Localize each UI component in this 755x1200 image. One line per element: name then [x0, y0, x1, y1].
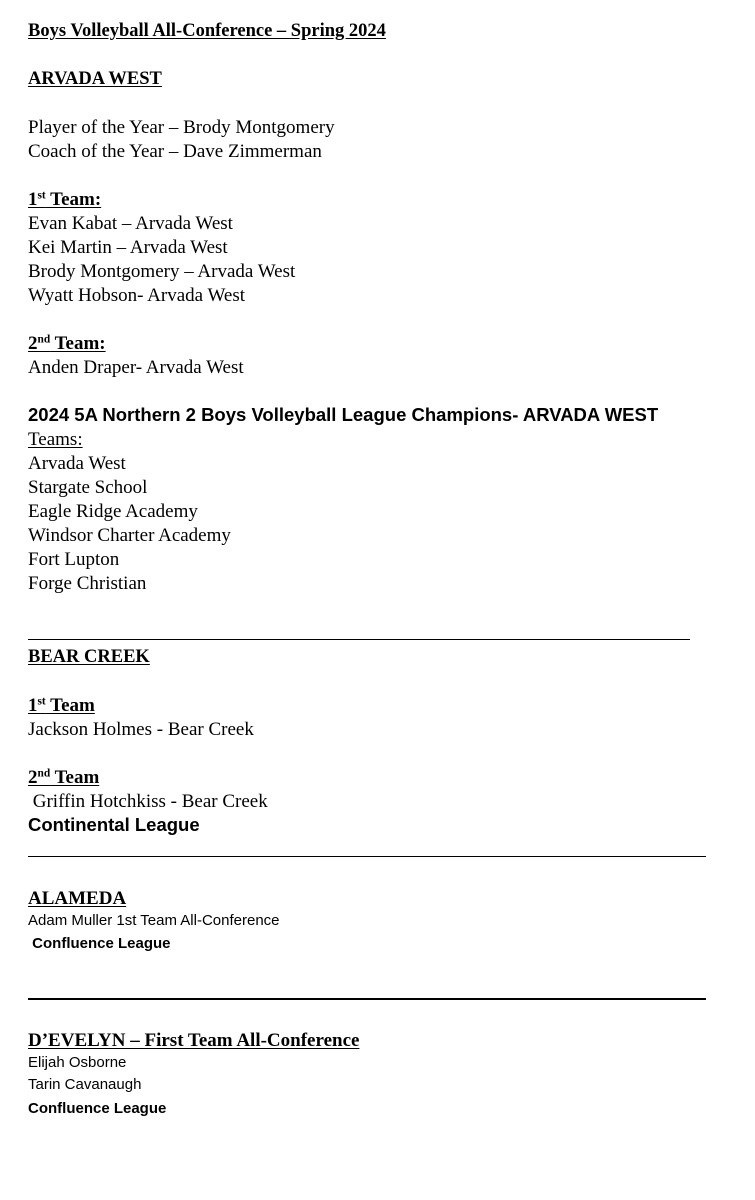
- list-item: Griffin Hotchkiss - Bear Creek: [28, 791, 268, 812]
- league-champions-heading: 2024 5A Northern 2 Boys Volleyball League Champions- ARVADA WEST: [28, 404, 659, 425]
- school-heading-bear-creek: BEAR CREEK: [28, 647, 150, 667]
- school-heading-arvada-west: ARVADA WEST: [28, 69, 162, 89]
- list-item: Kei Martin – Arvada West: [28, 237, 228, 258]
- list-item: Brody Montgomery – Arvada West: [28, 261, 296, 282]
- list-item: Anden Draper- Arvada West: [28, 357, 244, 378]
- second-team-heading: 2nd Team:: [28, 333, 106, 354]
- list-item: Eagle Ridge Academy: [28, 501, 198, 522]
- list-item: Tarin Cavanaugh: [28, 1076, 142, 1093]
- list-item: Stargate School: [28, 477, 148, 498]
- player-of-the-year: Player of the Year – Brody Montgomery: [28, 117, 335, 138]
- second-team-heading: 2nd Team: [28, 767, 100, 788]
- teams-label: Teams:: [28, 429, 83, 450]
- document-title: Boys Volleyball All-Conference – Spring 2024: [28, 21, 386, 41]
- section-divider: [28, 856, 706, 857]
- list-item: Wyatt Hobson- Arvada West: [28, 285, 246, 306]
- league-label: Confluence League: [28, 935, 171, 952]
- list-item: Elijah Osborne: [28, 1054, 127, 1071]
- list-item: Jackson Holmes - Bear Creek: [28, 719, 254, 740]
- list-item: Adam Muller 1st Team All-Conference: [28, 912, 280, 929]
- league-label: Confluence League: [28, 1100, 167, 1117]
- list-item: Windsor Charter Academy: [28, 525, 231, 546]
- list-item: Forge Christian: [28, 573, 147, 594]
- list-item: Arvada West: [28, 453, 126, 474]
- coach-of-the-year: Coach of the Year – Dave Zimmerman: [28, 141, 322, 162]
- first-team-heading: 1st Team: [28, 695, 95, 716]
- school-heading-alameda: ALAMEDA: [28, 888, 127, 909]
- list-item: Fort Lupton: [28, 549, 120, 570]
- section-divider: [28, 998, 706, 1000]
- section-divider: [28, 639, 690, 640]
- list-item: Evan Kabat – Arvada West: [28, 213, 233, 234]
- school-heading-develyn: D’EVELYN – First Team All-Conference: [28, 1030, 360, 1051]
- first-team-heading: 1st Team:: [28, 189, 102, 210]
- league-label: Continental League: [28, 814, 200, 835]
